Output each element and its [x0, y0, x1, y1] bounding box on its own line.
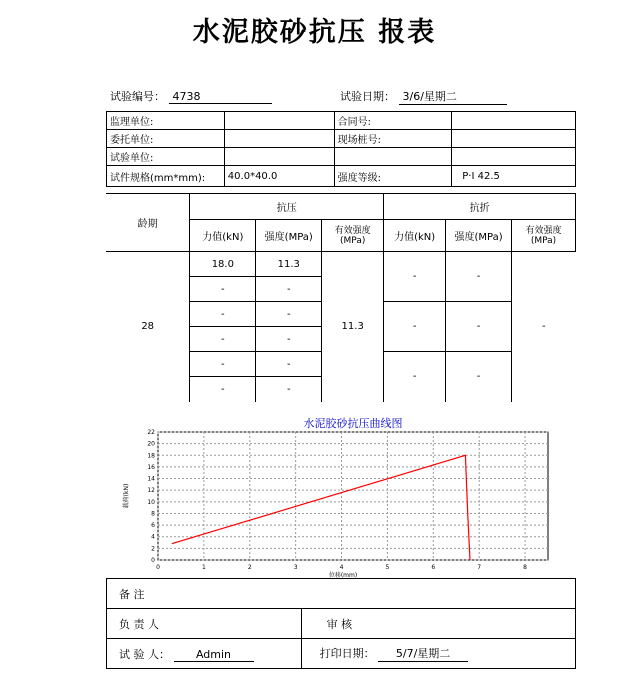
- flex-force-cell: -: [384, 252, 446, 302]
- print-date-value: 5/7/星期二: [378, 645, 468, 662]
- y-tick-label: 16: [147, 463, 155, 471]
- chart-title: 水泥胶砂抗压曲线图: [303, 417, 403, 430]
- print-date-row: [301, 639, 575, 669]
- flex-strength-cell: -: [446, 252, 512, 302]
- y-tick-label: 18: [147, 452, 155, 460]
- compress-strength-cell: -: [256, 277, 322, 302]
- x-tick-label: 4: [339, 564, 344, 571]
- x-tick-label: 8: [523, 564, 527, 571]
- compress-force-cell: -: [190, 277, 256, 302]
- y-tick-label: 22: [147, 429, 155, 436]
- compress-force-cell: 18.0: [190, 252, 256, 277]
- x-tick-label: 0: [156, 564, 160, 571]
- lab-label: 试验单位:: [107, 148, 225, 166]
- test-no-label: 试验编号：: [110, 90, 165, 103]
- site-label: 现场桩号:: [334, 130, 452, 148]
- flex-strength-header: 强度(MPa): [446, 220, 512, 252]
- flex-strength-cell: -: [446, 352, 512, 402]
- review-label: 审 核: [301, 609, 575, 639]
- test-no-row: [110, 88, 272, 104]
- x-tick-label: 5: [385, 564, 390, 571]
- y-tick-label: 10: [147, 498, 155, 506]
- supervisor-label: 监理单位:: [107, 112, 225, 130]
- tester-value: Admin: [174, 648, 254, 662]
- contract-label: 合同号:: [334, 112, 452, 130]
- flex-force-header: 力值(kN): [384, 220, 446, 252]
- y-tick-label: 14: [147, 475, 155, 483]
- lab-value: [224, 148, 334, 166]
- y-tick-label: 6: [151, 522, 155, 530]
- compress-force-cell: -: [190, 302, 256, 327]
- compress-force-cell: -: [190, 352, 256, 377]
- x-tick-label: 2: [247, 564, 252, 571]
- compress-eff-header: 有效强度(MPa): [322, 220, 384, 252]
- x-tick-label: 6: [431, 564, 436, 571]
- compress-strength-cell: 11.3: [256, 252, 322, 277]
- flex-eff-value: -: [512, 252, 576, 402]
- contract-value: [452, 112, 576, 130]
- client-label: 委托单位:: [107, 130, 225, 148]
- y-axis-label: 载荷(kN): [123, 483, 130, 509]
- print-date-label: 打印日期：: [319, 647, 375, 660]
- compress-header: 抗压: [190, 194, 384, 220]
- compress-strength-cell: -: [256, 302, 322, 327]
- site-value: [452, 130, 576, 148]
- y-tick-label: 8: [151, 510, 155, 518]
- supervisor-value: [224, 112, 334, 130]
- test-no-value: 4738: [169, 90, 272, 104]
- flex-strength-cell: -: [446, 302, 512, 352]
- compress-strength-header: 强度(MPa): [256, 220, 322, 252]
- x-axis-label: 位移(mm): [328, 572, 358, 578]
- compress-strength-cell: -: [256, 327, 322, 352]
- tester-row: [107, 639, 302, 669]
- y-tick-label: 0: [151, 557, 155, 564]
- report-title: 水泥胶砂抗压 报表: [192, 17, 437, 48]
- remarks-label: 备 注: [107, 579, 576, 609]
- spec-label: 试件规格(mm*mm):: [107, 166, 225, 187]
- footer-table: [106, 578, 576, 669]
- compress-force-cell: -: [190, 377, 256, 402]
- test-date-row: [340, 88, 507, 105]
- responsible-label: 负 责 人: [107, 609, 302, 639]
- x-tick-label: 1: [201, 564, 206, 571]
- test-date-value: 3/6/星期二: [399, 88, 507, 105]
- compress-strength-cell: -: [256, 352, 322, 377]
- flex-force-cell: -: [384, 352, 446, 402]
- grade-label: 强度等级:: [334, 166, 452, 187]
- age-value: 28: [106, 252, 190, 402]
- flex-force-cell: -: [384, 302, 446, 352]
- compress-force-cell: -: [190, 327, 256, 352]
- plot-area: [158, 432, 548, 560]
- flex-header: 抗折: [384, 194, 576, 220]
- tester-label: 试 验 人：: [119, 647, 170, 661]
- y-tick-label: 12: [147, 487, 155, 495]
- y-tick-label: 20: [147, 440, 155, 448]
- y-tick-label: 4: [151, 533, 155, 541]
- y-tick-label: 2: [151, 545, 155, 553]
- info-table: [106, 111, 576, 187]
- client-value: [224, 130, 334, 148]
- chart: [100, 428, 560, 578]
- x-tick-label: 3: [293, 564, 298, 571]
- test-date-label: 试验日期：: [340, 90, 395, 103]
- compress-eff-value: 11.3: [322, 252, 384, 402]
- age-header: 龄期: [106, 194, 190, 252]
- grade-value: P·I 42.5: [452, 166, 576, 187]
- compress-force-header: 力值(kN): [190, 220, 256, 252]
- compress-strength-cell: -: [256, 377, 322, 402]
- results-table: [106, 193, 576, 402]
- x-tick-label: 7: [477, 564, 482, 571]
- flex-eff-header: 有效强度(MPa): [512, 220, 576, 252]
- spec-value: 40.0*40.0: [224, 166, 334, 187]
